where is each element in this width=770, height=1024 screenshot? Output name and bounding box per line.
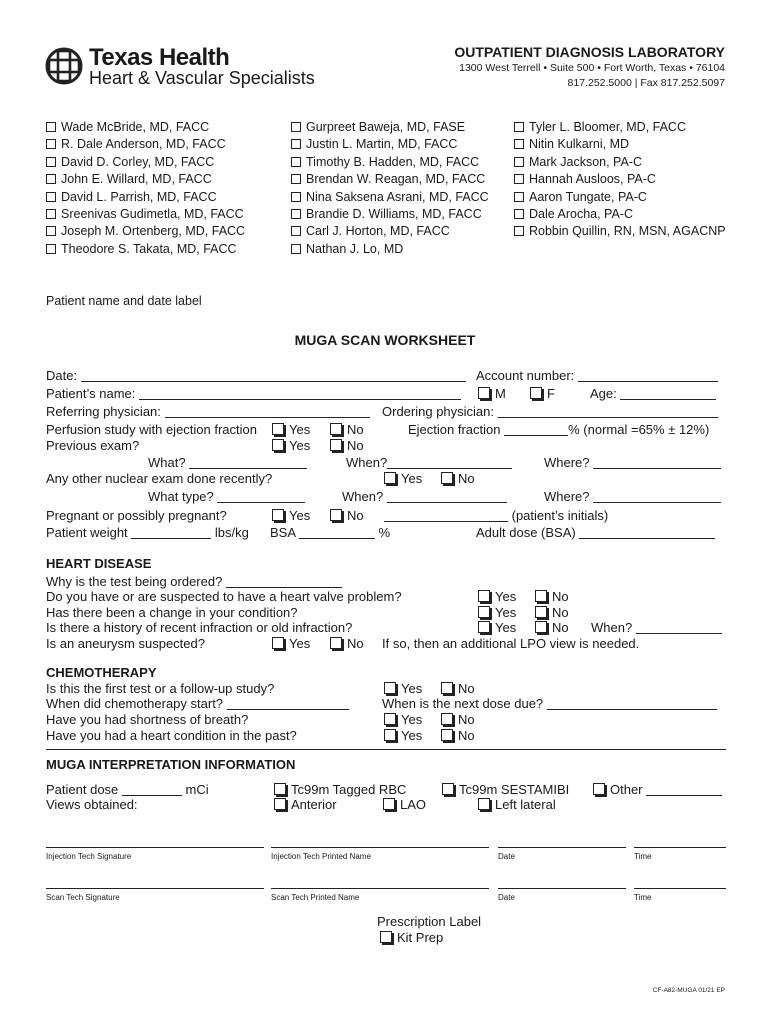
when-field[interactable] <box>387 456 512 469</box>
age-label: Age: <box>590 386 617 401</box>
logo-subtitle: Heart & Vascular Specialists <box>89 68 315 88</box>
physician-item[interactable] <box>291 223 489 240</box>
account-field[interactable] <box>578 369 718 382</box>
kit-prep-label: Kit Prep <box>397 930 444 945</box>
yes-label: Yes <box>289 438 311 453</box>
rbc-label: Tc99m Tagged RBC <box>291 782 407 797</box>
perfusion-yes-checkbox[interactable] <box>272 423 284 435</box>
scan-name-label: Scan Tech Printed Name <box>271 893 360 902</box>
physician-checkbox[interactable] <box>291 226 301 236</box>
page-title: MUGA SCAN WORKSHEET <box>294 332 476 348</box>
physician-checkbox[interactable] <box>514 174 524 184</box>
physician-name: Carl J. Horton, MD, FACC <box>306 224 450 239</box>
infraction-no-checkbox[interactable] <box>535 621 547 633</box>
sex-f-label: F <box>547 386 555 401</box>
weight-field[interactable] <box>131 526 211 539</box>
other-field[interactable] <box>646 783 722 796</box>
aneurysm-label: Is an aneurysm suspected? <box>46 636 205 651</box>
physician-checkbox[interactable] <box>291 192 301 202</box>
heart-cond-yes-checkbox[interactable] <box>384 729 396 741</box>
sex-m-label: M <box>495 386 506 401</box>
lao-checkbox[interactable] <box>383 798 395 810</box>
no-label: No <box>347 508 364 523</box>
valve-no-checkbox[interactable] <box>535 590 547 602</box>
no-label: No <box>458 728 475 743</box>
change-label: Has there been a change in your condition? <box>46 605 298 620</box>
date-label: Date <box>498 852 515 861</box>
physician-item[interactable] <box>291 241 489 258</box>
lao-label: LAO <box>400 797 427 812</box>
heart-cond-no-checkbox[interactable] <box>441 729 453 741</box>
where-field[interactable] <box>593 456 721 469</box>
lpo-note: If so, then an additional LPO view is needed. <box>382 636 640 651</box>
patient-label: Patient name and date label <box>46 294 202 308</box>
age-field[interactable] <box>620 387 716 400</box>
lbs-label: lbs/kg <box>214 525 249 540</box>
adult-dose-field[interactable] <box>579 526 715 539</box>
where2-field[interactable] <box>593 490 721 503</box>
when2-label: When? <box>342 489 384 504</box>
referring-field[interactable] <box>165 405 370 418</box>
yes-label: Yes <box>401 471 423 486</box>
physician-item[interactable] <box>46 154 245 171</box>
physician-item[interactable] <box>46 189 245 206</box>
adult-dose-label: Adult dose (BSA) <box>476 525 576 540</box>
physician-item[interactable] <box>291 189 489 206</box>
bsa-label: BSA <box>270 525 296 540</box>
physician-item[interactable] <box>514 223 726 240</box>
physician-name: R. Dale Anderson, MD, FACC <box>61 137 226 152</box>
physician-checkbox[interactable] <box>514 209 524 219</box>
physician-checkbox[interactable] <box>46 244 56 254</box>
physician-name: Joseph M. Ortenberg, MD, FACC <box>61 224 246 239</box>
lab-name: OUTPATIENT DIAGNOSIS LABORATORY <box>454 44 725 60</box>
physician-name: Justin L. Martin, MD, FACC <box>306 137 458 152</box>
physician-name: Nathan J. Lo, MD <box>306 241 404 256</box>
sestamibi-checkbox[interactable] <box>442 783 454 795</box>
physician-name: Tyler L. Bloomer, MD, FACC <box>529 120 686 134</box>
injection-name-line[interactable] <box>271 847 489 861</box>
breath-yes-checkbox[interactable] <box>384 713 396 725</box>
physician-item[interactable] <box>46 206 245 223</box>
previous-yes-checkbox[interactable] <box>272 439 284 451</box>
patient-name-field[interactable] <box>139 387 461 400</box>
no-label: No <box>347 422 364 437</box>
logo-title: Texas Health <box>89 44 230 71</box>
physician-item[interactable] <box>514 154 726 171</box>
physician-item[interactable] <box>514 171 726 188</box>
anterior-label: Anterior <box>291 797 337 812</box>
pct-label: % <box>378 525 391 540</box>
lab-address: 1300 West Terrell • Suite 500 • Fort Worth, Texas • 76104 <box>459 62 725 74</box>
no-label: No <box>458 712 475 727</box>
physician-name: Dale Arocha, PA-C <box>529 207 633 222</box>
physician-name: Timothy B. Hadden, MD, FACC <box>306 154 480 169</box>
physician-checkbox[interactable] <box>514 192 524 202</box>
change-no-checkbox[interactable] <box>535 606 547 618</box>
physician-name: Theodore S. Takata, MD, FACC <box>61 241 237 256</box>
other-checkbox[interactable] <box>593 783 605 795</box>
pregnant-label: Pregnant or possibly pregnant? <box>46 508 227 523</box>
physician-item[interactable] <box>514 189 726 206</box>
yes-label: Yes <box>289 636 311 651</box>
no-label: No <box>458 681 475 696</box>
infraction-yes-checkbox[interactable] <box>478 621 490 633</box>
physician-checkbox[interactable] <box>291 122 301 132</box>
physician-item[interactable] <box>46 223 245 240</box>
valve-label: Do you have or are suspected to have a heart valve problem? <box>46 589 402 604</box>
physician-name: David D. Corley, MD, FACC <box>61 154 215 169</box>
physician-list-col2 <box>291 119 489 258</box>
no-label: No <box>552 605 569 620</box>
physician-item[interactable] <box>291 154 489 171</box>
physician-checkbox[interactable] <box>46 122 56 132</box>
physician-item[interactable] <box>514 206 726 223</box>
pregnant-yes-checkbox[interactable] <box>272 509 284 521</box>
previous-label: Previous exam? <box>46 438 140 453</box>
physician-list-col1 <box>46 119 245 258</box>
yes-label: Yes <box>401 681 423 696</box>
time-label: Time <box>634 852 652 861</box>
physician-name: Nina Saksena Asrani, MD, FACC <box>306 189 489 204</box>
physician-checkbox[interactable] <box>46 192 56 202</box>
physician-checkbox[interactable] <box>291 157 301 167</box>
change-yes-checkbox[interactable] <box>478 606 490 618</box>
sex-m-checkbox[interactable] <box>478 387 490 399</box>
muga-heading: MUGA INTERPRETATION INFORMATION <box>46 757 296 772</box>
physician-item[interactable] <box>291 206 489 223</box>
logo <box>44 44 344 92</box>
physician-name: Sreenivas Gudimetla, MD, FACC <box>61 207 244 222</box>
physician-item[interactable] <box>46 119 245 136</box>
first-test-label: Is this the first test or a follow-up study? <box>46 681 275 696</box>
perfusion-no-checkbox[interactable] <box>330 423 342 435</box>
why-field[interactable] <box>226 575 342 588</box>
what-field[interactable] <box>189 456 307 469</box>
texas-health-logo-icon <box>44 46 84 86</box>
physician-name: Mark Jackson, PA-C <box>529 154 642 169</box>
physician-name: John E. Willard, MD, FACC <box>61 172 212 187</box>
yes-label: Yes <box>495 605 517 620</box>
scan-date-line[interactable] <box>498 888 626 902</box>
yes-label: Yes <box>401 712 423 727</box>
sex-f-checkbox[interactable] <box>530 387 542 399</box>
when-label: When? <box>346 455 388 470</box>
physician-name: Robbin Quillin, RN, MSN, AGACNP <box>529 224 726 239</box>
where-label: Where? <box>544 455 590 470</box>
time-label: Time <box>634 893 652 902</box>
initials-label: (patient’s initials) <box>511 508 609 523</box>
what-type-field[interactable] <box>217 490 305 503</box>
physician-checkbox[interactable] <box>514 122 524 132</box>
left-lateral-checkbox[interactable] <box>478 798 490 810</box>
no-label: No <box>347 636 364 651</box>
injection-name-label: Injection Tech Printed Name <box>271 852 371 861</box>
bsa-field[interactable] <box>299 526 375 539</box>
physician-checkbox[interactable] <box>46 174 56 184</box>
physician-checkbox[interactable] <box>46 226 56 236</box>
other-nuclear-yes-checkbox[interactable] <box>384 472 396 484</box>
physician-item[interactable] <box>291 119 489 136</box>
physician-checkbox[interactable] <box>514 226 524 236</box>
physician-checkbox[interactable] <box>291 244 301 254</box>
first-test-yes-checkbox[interactable] <box>384 682 396 694</box>
perfusion-label: Perfusion study with ejection fraction <box>46 422 257 437</box>
no-label: No <box>552 620 569 635</box>
referring-label: Referring physician: <box>46 404 161 419</box>
kit-prep-checkbox[interactable] <box>380 931 392 943</box>
physician-checkbox[interactable] <box>291 139 301 149</box>
injection-signature-line[interactable] <box>46 847 264 861</box>
other-nuclear-label: Any other nuclear exam done recently? <box>46 471 273 486</box>
physician-item[interactable] <box>46 241 245 258</box>
chemo-start-label: When did chemotherapy start? <box>46 696 224 711</box>
date-label: Date: <box>46 368 78 383</box>
physician-checkbox[interactable] <box>46 209 56 219</box>
physician-name: Gurpreet Baweja, MD, FASE <box>306 120 466 134</box>
breath-no-checkbox[interactable] <box>441 713 453 725</box>
yes-label: Yes <box>495 589 517 604</box>
views-label: Views obtained: <box>46 797 138 812</box>
physician-item[interactable] <box>46 136 245 153</box>
physician-list-col3 <box>514 119 726 241</box>
no-label: No <box>552 589 569 604</box>
yes-label: Yes <box>495 620 517 635</box>
prescription-label: Prescription Label <box>377 914 482 929</box>
next-dose-field[interactable] <box>547 697 717 710</box>
scan-name-line[interactable] <box>271 888 489 902</box>
left-lateral-label: Left lateral <box>495 797 556 812</box>
scan-time-line[interactable] <box>634 888 726 902</box>
yes-label: Yes <box>401 728 423 743</box>
rbc-checkbox[interactable] <box>274 783 286 795</box>
ef-field[interactable] <box>504 423 568 436</box>
ordering-label: Ordering physician: <box>382 404 494 419</box>
infraction-when-field[interactable] <box>636 621 722 634</box>
injection-signature-label: Injection Tech Signature <box>46 852 132 861</box>
what-label: What? <box>148 455 186 470</box>
patient-name-label: Patient’s name: <box>46 386 136 401</box>
form-code: CF-A82-MUGA 01/21 EP <box>652 987 725 994</box>
ef-label: Ejection fraction <box>408 422 501 437</box>
sestamibi-label: Tc99m SESTAMIBI <box>459 782 570 797</box>
what-type-label: What type? <box>148 489 214 504</box>
heart-disease-heading: HEART DISEASE <box>46 556 152 571</box>
ef-normal-label: % (normal =65% ± 12%) <box>568 422 710 437</box>
physician-item[interactable] <box>514 136 726 153</box>
no-label: No <box>458 471 475 486</box>
chemo-start-field[interactable] <box>227 697 349 710</box>
physician-name: Wade McBride, MD, FACC <box>61 120 210 134</box>
heart-cond-label: Have you had a heart condition in the past? <box>46 728 297 743</box>
scan-signature-line[interactable] <box>46 888 264 902</box>
other-nuclear-no-checkbox[interactable] <box>441 472 453 484</box>
yes-label: Yes <box>289 422 311 437</box>
account-label: Account number: <box>476 368 575 383</box>
infraction-when-label: When? <box>591 620 633 635</box>
yes-label: Yes <box>289 508 311 523</box>
physician-item[interactable] <box>46 171 245 188</box>
physician-name: Brendan W. Reagan, MD, FACC <box>306 172 486 187</box>
physician-name: Aaron Tungate, PA-C <box>529 189 647 204</box>
first-test-no-checkbox[interactable] <box>441 682 453 694</box>
weight-label: Patient weight <box>46 525 128 540</box>
aneurysm-no-checkbox[interactable] <box>330 637 342 649</box>
breath-label: Have you had shortness of breath? <box>46 712 249 727</box>
physician-checkbox[interactable] <box>291 174 301 184</box>
injection-time-line[interactable] <box>634 847 726 861</box>
other-label: Other <box>610 782 643 797</box>
physician-item[interactable] <box>514 119 726 136</box>
physician-name: David L. Parrish, MD, FACC <box>61 189 217 204</box>
physician-name: Hannah Ausloos, PA-C <box>529 172 656 187</box>
pregnant-no-checkbox[interactable] <box>330 509 342 521</box>
when2-field[interactable] <box>387 490 507 503</box>
valve-yes-checkbox[interactable] <box>478 590 490 602</box>
ordering-field[interactable] <box>498 405 718 418</box>
physician-checkbox[interactable] <box>514 139 524 149</box>
aneurysm-yes-checkbox[interactable] <box>272 637 284 649</box>
physician-name: Nitin Kulkarni, MD <box>529 137 630 152</box>
dose-label: Patient dose <box>46 782 119 797</box>
lab-phone: 817.252.5000 | Fax 817.252.5097 <box>567 77 725 89</box>
dose-field[interactable] <box>122 783 182 796</box>
initials-field[interactable] <box>384 509 508 522</box>
physician-checkbox[interactable] <box>46 139 56 149</box>
physician-item[interactable] <box>291 171 489 188</box>
date-label: Date <box>498 893 515 902</box>
chemo-heading: CHEMOTHERAPY <box>46 665 157 680</box>
why-label: Why is the test being ordered? <box>46 574 223 589</box>
next-dose-label: When is the next dose due? <box>382 696 544 711</box>
anterior-checkbox[interactable] <box>274 798 286 810</box>
mci-label: mCi <box>185 782 209 797</box>
physician-checkbox[interactable] <box>291 209 301 219</box>
physician-checkbox[interactable] <box>514 157 524 167</box>
scan-signature-label: Scan Tech Signature <box>46 893 120 902</box>
physician-name: Brandie D. Williams, MD, FACC <box>306 207 482 222</box>
infraction-label: Is there a history of recent infraction or old infraction? <box>46 620 353 635</box>
injection-date-line[interactable] <box>498 847 626 861</box>
physician-item[interactable] <box>291 136 489 153</box>
where2-label: Where? <box>544 489 590 504</box>
date-field[interactable] <box>81 369 466 382</box>
divider <box>46 749 726 750</box>
physician-checkbox[interactable] <box>46 157 56 167</box>
previous-no-checkbox[interactable] <box>330 439 342 451</box>
no-label: No <box>347 438 364 453</box>
